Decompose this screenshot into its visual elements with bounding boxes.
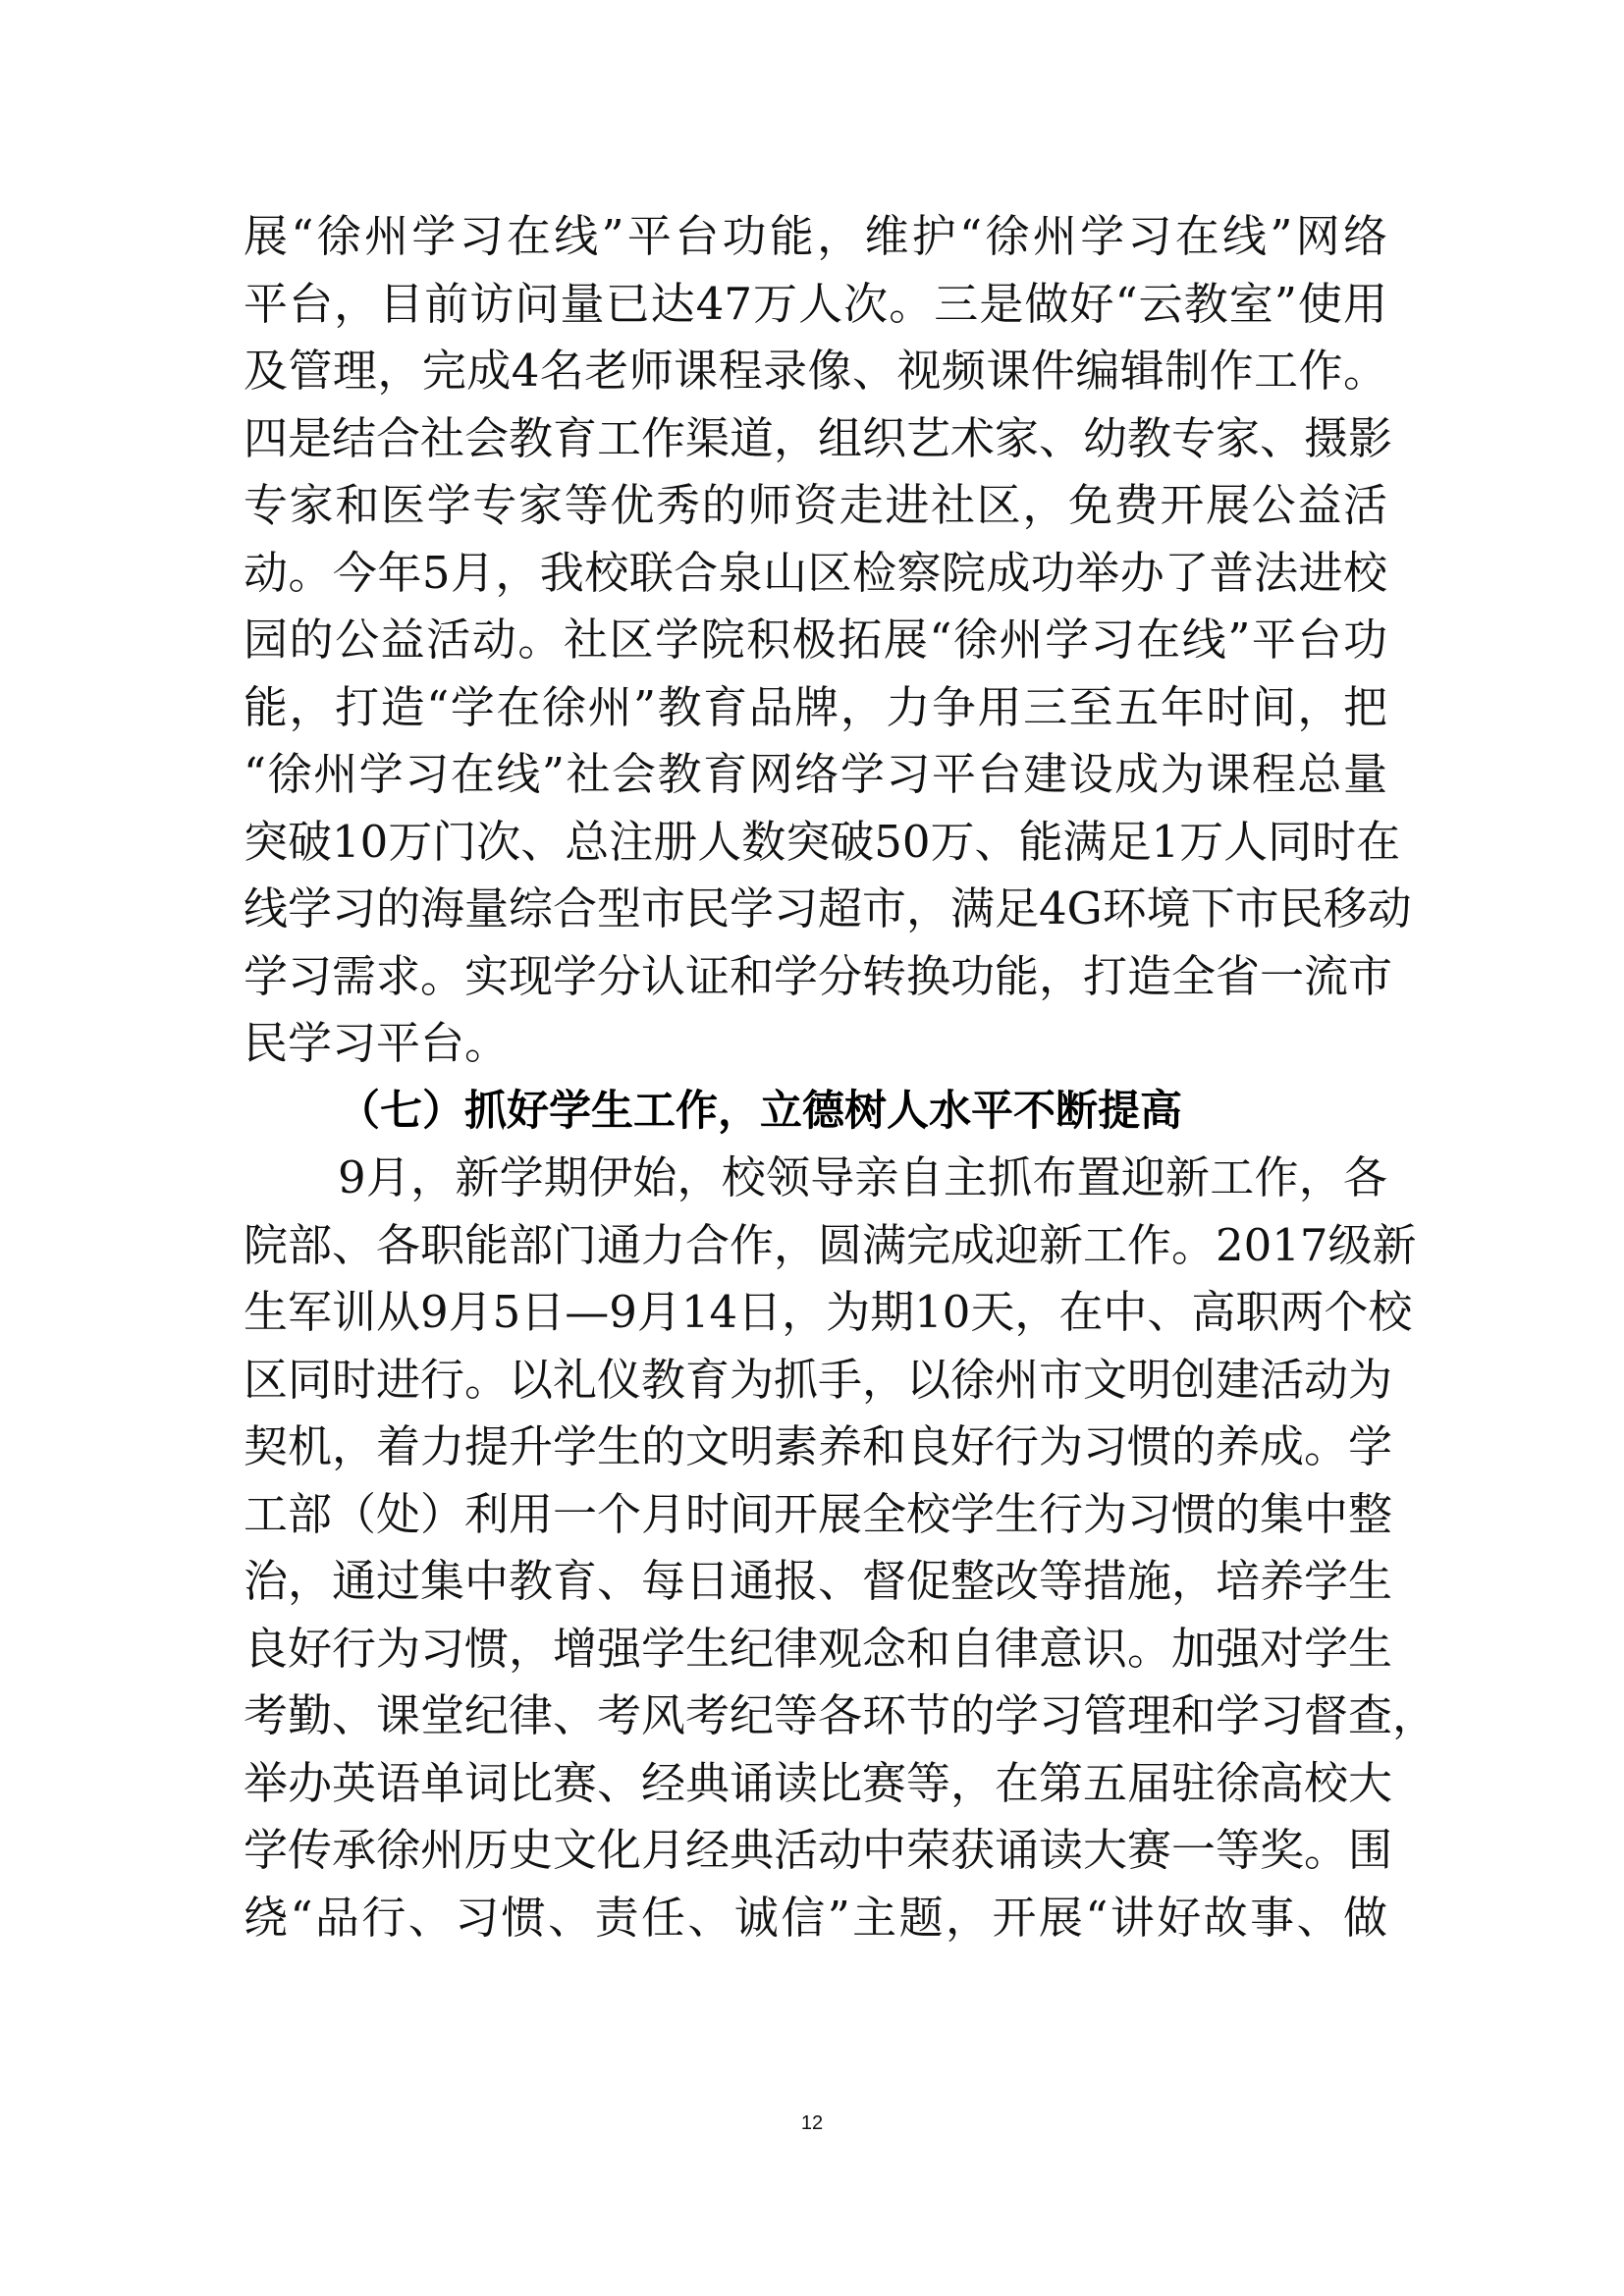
text-line: 四是结合社会教育工作渠道，组织艺术家、幼教专家、摄影 [244,411,1393,464]
text-line: 工部（处）利用一个月时间开展全校学生行为习惯的集中整 [244,1487,1393,1540]
text-line: 园的公益活动。社区学院积极拓展“徐州学习在线”平台功 [244,614,1387,666]
document-body [244,203,1437,1951]
paragraph-community-learning-platform [244,203,1412,1078]
text-line: 及管理，完成4名老师课程录像、视频课件编辑制作工作。 [244,345,1387,397]
text-line: 能，打造“学在徐州”教育品牌，力争用三至五年时间，把 [244,680,1387,733]
text-line: 区同时进行。以礼仪教育为抓手，以徐州市文明创建活动为 [244,1353,1393,1406]
text-line: 线学习的海量综合型市民学习超市，满足4G环境下市民移动 [244,882,1412,934]
page-number: 12 [800,2112,824,2134]
paragraph-student-work [244,1145,1437,1951]
text-line: 考勤、课堂纪律、考风考纪等各环节的学习管理和学习督查， [244,1689,1437,1741]
text-line: 展“徐州学习在线”平台功能，维护“徐州学习在线”网络 [244,210,1387,262]
text-line: 学传承徐州历史文化月经典活动中荣获诵读大赛一等奖。围 [244,1824,1393,1876]
text-line: 专家和医学专家等优秀的师资走进社区，免费开展公益活 [244,479,1387,531]
text-line: 民学习平台。 [244,1017,510,1069]
text-line: 9月，新学期伊始，校领导亲自主抓布置迎新工作，各 [338,1151,1387,1203]
text-line: 契机，着力提升学生的文明素养和良好行为习惯的养成。学 [244,1420,1393,1472]
text-line: 举办英语单词比赛、经典诵读比赛等，在第五届驻徐高校大 [244,1756,1393,1809]
text-line: 生军训从9月5日—9月14日，为期10天，在中、高职两个校 [244,1286,1413,1338]
text-line: 动。今年5月，我校联合泉山区检察院成功举办了普法进校 [244,546,1387,599]
text-line: 突破10万门次、总注册人数突破50万、能满足1万人同时在 [244,815,1401,868]
text-line: 绕“品行、习惯、责任、诚信”主题，开展“讲好故事、做 [244,1891,1387,1944]
text-line: 学习需求。实现学分认证和学分转换功能，打造全省一流市 [244,949,1393,1002]
text-line: 平台，目前访问量已达47万人次。三是做好“云教室”使用 [244,277,1387,330]
text-line: 院部、各职能部门通力合作，圆满完成迎新工作。2017级新 [244,1218,1417,1271]
text-line: “徐州学习在线”社会教育网络学习平台建设成为课程总量 [244,748,1387,800]
section-heading: （七）抓好学生工作，立德树人水平不断提高 [338,1086,1182,1136]
text-line: 治，通过集中教育、每日通报、督促整改等措施，培养学生 [244,1555,1393,1607]
text-line: 良好行为习惯，增强学生纪律观念和自律意识。加强对学生 [244,1622,1393,1675]
